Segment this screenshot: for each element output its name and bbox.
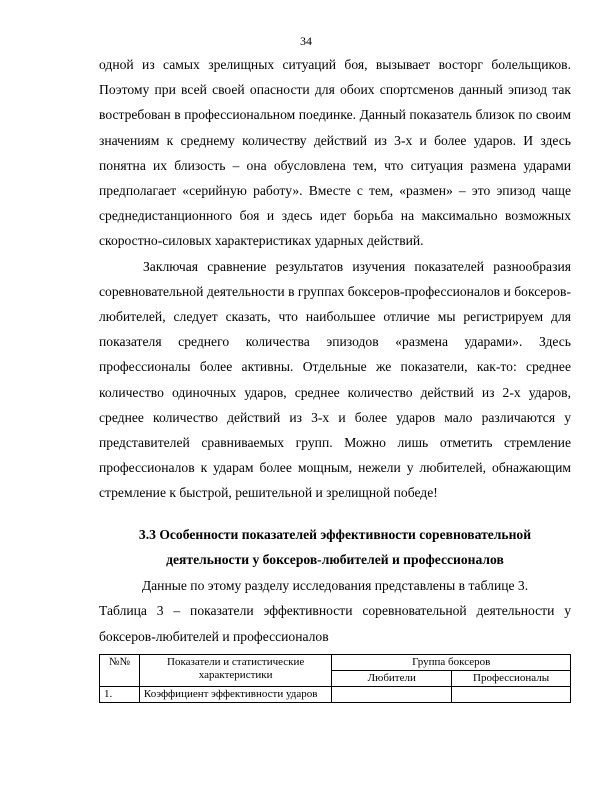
row-indicator: Коэффициент эффективности ударов [139, 686, 332, 702]
row-amateurs-value [332, 686, 452, 702]
section-heading-line-2: деятельности у боксеров-любителей и профессионалов [166, 552, 504, 568]
paragraph-continuation: одной из самых зрелищных ситуаций боя, вызывает восторг болельщиков. Поэтому при всей своей опасности для обоих спортсменов данный эпизод так востребован в профессиональном поединке. Данный показатель близок по своим значениям к среднему количеству действий из 3-х и более ударов. И здесь понятна их близость – она обусловлена тем, что ситуация размена ударами предполагает «серийную работу». Вместе с тем, «размен» – это эпизод чаще среднедистанционного боя и здесь идет борьба на максимально возможных скоростно-силовых характеристиках ударных действий. [99, 57, 571, 249]
header-indicator: Показатели и статистические характеристики [139, 654, 332, 686]
header-number: №№ [100, 654, 140, 686]
section-heading [99, 522, 571, 574]
table-caption: Таблица 3 – показатели эффективности соревновательной деятельности у боксеров-любителей и профессионалов [99, 603, 571, 644]
document-body [99, 52, 571, 703]
intro-text: Данные по этому разделу исследования представлены в таблице 3. [141, 578, 529, 594]
section-heading-line-1: 3.3 Особенности показателей эффективности соревновательной [138, 526, 532, 542]
header-group: Группа боксеров [332, 654, 571, 670]
header-amateurs: Любители [332, 670, 452, 686]
row-professionals-value [452, 686, 571, 702]
results-table [99, 654, 571, 703]
row-number: 1. [100, 686, 140, 702]
table-header-row [100, 654, 571, 670]
header-professionals: Профессионалы [452, 670, 571, 686]
table-row [100, 686, 571, 702]
page-number: 34 [300, 34, 312, 48]
paragraph-conclusion: Заключая сравнение результатов изучения показателей разнообразия соревновательной деятельности в группах боксеров-профессионалов и боксеров-любителей, следует сказать, что наибольшее отличие мы регистрируем для показателя среднего количества эпизодов «размена ударами». Здесь профессионалы более активны. Отдельные же показатели, как-то: среднее количество одиночных ударов, среднее количество действий из 2-х ударов, среднее количество действий из 3-х и более ударов мало различаются у представителей сравниваемых групп. Можно лишь отметить стремление профессионалов к ударам более мощным, нежели у любителей, обнажающим стремление к быстрой, решительной и зрелищной победе! [99, 258, 571, 501]
